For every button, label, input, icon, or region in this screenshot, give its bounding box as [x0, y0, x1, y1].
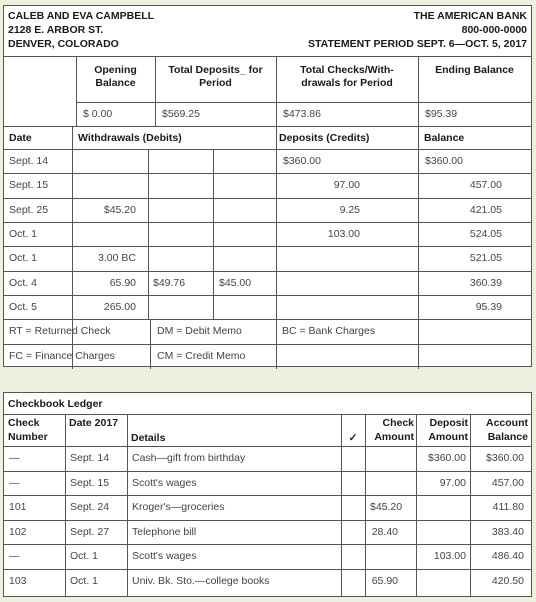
statement-row-withdrawal [153, 246, 213, 270]
statement-col-divider [213, 149, 214, 319]
statement-row-balance: 521.05 [469, 252, 502, 265]
summary-header: Ending Balance [435, 64, 514, 76]
statement-row-withdrawal [153, 222, 213, 246]
statement-row-withdrawal [219, 295, 274, 319]
statement-row-date: Oct. 5 [9, 300, 38, 313]
ledger-row-details: Kroger's—groceries [132, 501, 225, 513]
ledger-row-deposit [416, 569, 466, 594]
col-header-withdrawals: Withdrawals (Debits) [78, 132, 182, 144]
statement-row-withdrawal [219, 149, 274, 173]
ledger-header-account-balance: Account Balance [486, 417, 528, 443]
statement-row-deposit: 9.25 [339, 203, 360, 216]
statement-row-date: Oct. 4 [9, 276, 38, 289]
ledger-row-date: Sept. 24 [70, 501, 110, 513]
header-divider [4, 56, 531, 57]
statement-row-date: Sept. 25 [9, 203, 49, 216]
col-header-date: Date [9, 132, 32, 144]
ledger-row-check: 102 [9, 525, 27, 538]
statement-row-date: Sept. 14 [9, 155, 49, 167]
statement-row-balance: 95.39 [475, 300, 502, 313]
ledger-header-check-amount: Check Amount [374, 417, 414, 443]
ledger-row-details: Scott's wages [132, 550, 197, 562]
bank-statement [3, 5, 532, 367]
ledger-row-deposit: 97.00 [439, 476, 466, 489]
summary-value: $473.86 [283, 108, 321, 120]
statement-row-balance: $360.00 [425, 155, 463, 167]
col-header-balance: Balance [424, 132, 465, 144]
statement-row-deposit [276, 271, 360, 295]
ledger-row-balance: 420.50 [491, 574, 524, 587]
legend-item: FC = Finance Charges [9, 350, 115, 363]
ledger-row-details: Univ. Bk. Sto.—college books [132, 574, 270, 587]
statement-row-withdrawal: $45.20 [103, 203, 136, 216]
checkbook-ledger [3, 392, 532, 597]
ledger-row-deposit [416, 495, 466, 520]
ledger-row-balance: $360.00 [486, 452, 524, 464]
ledger-row-details: Telephone bill [132, 525, 197, 538]
statement-row-withdrawal: 3.00 BC [98, 252, 136, 265]
summary-header: Opening Balance [94, 64, 137, 89]
summary-divider [276, 56, 277, 126]
summary-value: $ 0.00 [83, 108, 113, 120]
bank-line: 800-000-0000 [461, 24, 527, 36]
statement-col-divider [276, 126, 277, 369]
holder-line: DENVER, COLORADO [8, 38, 119, 50]
legend-item: BC = Bank Charges [282, 325, 376, 338]
summary-header-divider [76, 102, 531, 103]
ledger-row-check-amount: $45.20 [370, 501, 403, 513]
ledger-row-balance: 383.40 [491, 525, 524, 538]
statement-row-withdrawal [219, 173, 274, 197]
bank-line: STATEMENT PERIOD SEPT. 6—OCT. 5, 2017 [308, 38, 527, 50]
ledger-row-deposit: $360.00 [428, 452, 466, 464]
statement-row-deposit: 103.00 [327, 227, 360, 240]
ledger-row-date: Sept. 14 [70, 452, 110, 464]
statement-row-withdrawal [153, 295, 213, 319]
statement-row-balance: 457.00 [469, 179, 502, 192]
ledger-header-deposit-amount: Deposit Amount [428, 417, 468, 443]
ledger-row-date: Sept. 15 [70, 476, 110, 489]
legend-item: DM = Debit Memo [157, 325, 242, 338]
bank-line: THE AMERICAN BANK [413, 10, 527, 22]
statement-col-divider [418, 126, 419, 369]
summary-divider [418, 56, 419, 126]
ledger-row-deposit: 103.00 [433, 550, 466, 562]
ledger-row-balance: 486.40 [491, 550, 524, 562]
ledger-header-details: Details [131, 432, 166, 444]
statement-row-balance: 360.39 [469, 276, 502, 289]
ledger-row-date: Sept. 27 [70, 525, 110, 538]
statement-row-withdrawal [153, 198, 213, 222]
statement-row-deposit [276, 246, 360, 270]
statement-row-withdrawal [219, 198, 274, 222]
statement-col-divider [148, 149, 149, 319]
statement-row-deposit: 97.00 [333, 179, 360, 192]
holder-line: 2128 E. ARBOR ST. [8, 24, 104, 36]
legend-item: RT = Returned Check [9, 325, 111, 338]
ledger-title-divider [4, 414, 531, 415]
ledger-header-date: Date 2017 [69, 417, 119, 429]
summary-header: Total Checks/With- drawals for Period [300, 64, 394, 89]
ledger-row-check-amount [365, 544, 398, 569]
statement-row-withdrawal [76, 173, 140, 197]
ledger-header-tick: ✓ [348, 432, 358, 444]
summary-divider [531, 56, 532, 126]
statement-row-withdrawal [219, 246, 274, 270]
ledger-row-check: — [9, 452, 20, 464]
statement-row-date: Oct. 1 [9, 227, 38, 240]
ledger-row-check: — [9, 550, 20, 562]
ledger-row-check: 103 [9, 574, 27, 587]
ledger-row-check: — [9, 476, 20, 489]
ledger-row-check-amount: 28.40 [371, 525, 398, 538]
summary-value: $95.39 [425, 108, 458, 120]
statement-row-withdrawal: $49.76 [153, 276, 186, 289]
statement-row-withdrawal [153, 149, 213, 173]
ledger-row-balance: 457.00 [491, 476, 524, 489]
statement-row-date: Oct. 1 [9, 252, 38, 265]
ledger-row-balance: 411.80 [492, 501, 524, 513]
statement-row-withdrawal: $45.00 [219, 276, 252, 289]
summary-divider [155, 56, 156, 126]
statement-row-balance: 421.05 [469, 203, 502, 216]
col-header-deposits: Deposits (Credits) [279, 132, 370, 144]
ledger-header-check-number: Check Number [8, 417, 48, 443]
holder-line: CALEB AND EVA CAMPBELL [8, 10, 155, 22]
ledger-title: Checkbook Ledger [8, 398, 103, 410]
statement-row-balance: 524.05 [469, 227, 502, 240]
statement-row-withdrawal [76, 149, 140, 173]
ledger-row-date: Oct. 1 [70, 550, 99, 562]
summary-divider [76, 56, 77, 126]
statement-row-deposit [276, 295, 360, 319]
statement-row-date: Sept. 15 [9, 179, 49, 192]
statement-row-withdrawal [153, 173, 213, 197]
legend-col-divider [150, 319, 151, 369]
ledger-row-check-amount: 65.90 [371, 574, 398, 587]
statement-row-withdrawal: 265.00 [103, 300, 136, 313]
ledger-row-check: 101 [9, 501, 27, 513]
ledger-row-check-amount [365, 446, 398, 471]
ledger-row-check-amount [365, 471, 398, 496]
ledger-row-date: Oct. 1 [70, 574, 99, 587]
summary-header: Total Deposits_ for Period [168, 64, 263, 89]
statement-row-deposit: $360.00 [283, 155, 321, 167]
statement-row-withdrawal [76, 222, 140, 246]
ledger-row-details: Cash—gift from birthday [132, 452, 246, 464]
ledger-row-details: Scott's wages [132, 476, 197, 489]
statement-row-withdrawal: 65.90 [109, 276, 136, 289]
legend-item: CM = Credit Memo [157, 350, 246, 363]
ledger-row-deposit [416, 520, 466, 545]
summary-value: $569.25 [162, 108, 200, 120]
statement-row-withdrawal [219, 222, 274, 246]
